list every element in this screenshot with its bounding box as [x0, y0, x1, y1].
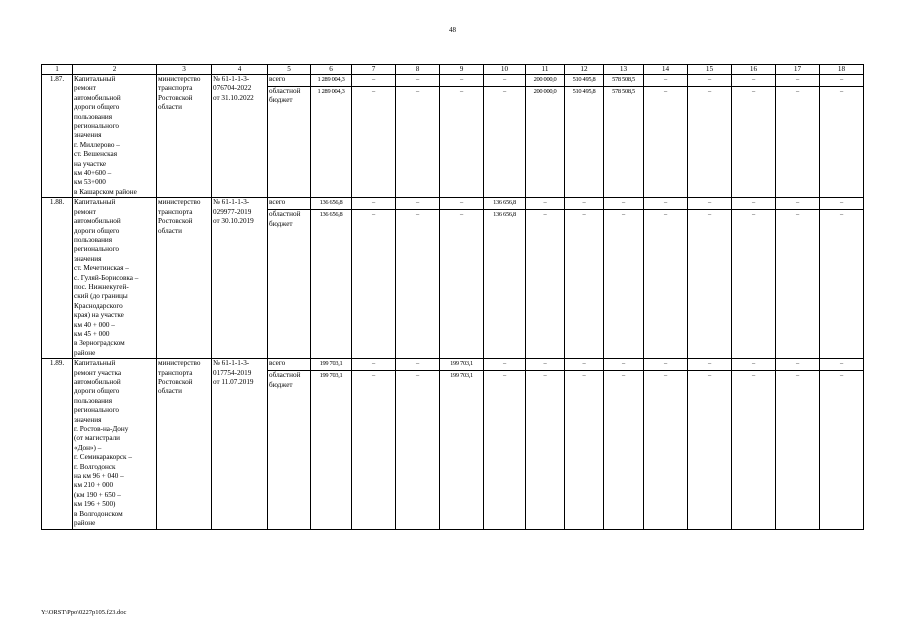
amount-total: – [752, 199, 755, 207]
ministry-line: министерство [158, 359, 201, 368]
ministry-line: Ростовской [158, 93, 193, 102]
amount-total: – [543, 360, 547, 368]
amount-total: 578 508,5 [612, 76, 635, 83]
amount-total: – [372, 360, 375, 368]
amount-regional-budget: – [460, 88, 463, 95]
amount-cell-col-9 [440, 359, 484, 529]
object-name-line: пользования [74, 396, 113, 405]
funding-budget-label: областной [269, 371, 301, 380]
amount-regional-budget: – [752, 211, 755, 219]
amount-regional-budget: 199 703,1 [319, 372, 343, 380]
responsible-ministry [157, 359, 212, 529]
column-header-9: 9 [440, 65, 484, 75]
amount-cell-col-11 [526, 359, 565, 529]
expertise-document [212, 359, 268, 529]
amount-cell-col-17 [776, 359, 820, 529]
object-name-line: автомобильной [74, 378, 121, 386]
ministry-line: министерство [158, 198, 201, 207]
document-line: 076704-2022 [213, 84, 252, 93]
amount-cell-col-13 [604, 75, 644, 198]
object-name-line: ремонт участка [74, 368, 122, 377]
amount-total: – [416, 199, 419, 207]
column-header-3: 3 [157, 65, 212, 75]
amount-regional-budget: – [840, 372, 843, 380]
object-name-line: на участке [74, 159, 107, 168]
object-name-line: на км 96 + 040 – [74, 472, 124, 481]
object-name-line: регионального [74, 122, 119, 131]
column-header-2: 2 [73, 65, 157, 75]
amount-total: – [372, 76, 375, 83]
object-name-line: значения [74, 415, 102, 424]
funding-budget-label: бюджет [269, 219, 293, 228]
document-line: № 61-1-1-3- [213, 359, 250, 368]
amount-regional-budget: – [582, 211, 586, 219]
table-row [42, 75, 864, 198]
column-header-6: 6 [311, 65, 352, 75]
amount-cell-col-16 [732, 359, 776, 529]
amount-regional-budget: – [543, 211, 547, 219]
amount-cell-col-9 [440, 198, 484, 359]
funding-budget-label: бюджет [269, 380, 293, 389]
object-name-line: Краснодарского [74, 301, 123, 310]
amount-regional-budget: – [622, 372, 625, 380]
amount-regional-budget: – [840, 88, 843, 95]
object-name-line: дороги общего [74, 226, 120, 235]
object-name-line: значения [74, 131, 102, 140]
document-line: № 61-1-1-3- [213, 198, 250, 207]
amount-total: – [840, 199, 843, 207]
object-name-line: районе [74, 348, 96, 357]
column-header-8: 8 [396, 65, 440, 75]
funding-source [268, 359, 311, 529]
ministry-line: Ростовской [158, 378, 193, 386]
amount-regional-budget: 200 000,0 [533, 88, 557, 95]
column-header-15: 15 [688, 65, 732, 75]
amount-total: – [664, 199, 667, 207]
amount-cell-col-6 [311, 75, 352, 198]
funding-source [268, 198, 311, 359]
amount-total: – [752, 360, 755, 368]
object-name-line: регионального [74, 245, 119, 254]
object-name [73, 359, 157, 529]
object-name-line: (от магистрали [74, 434, 121, 443]
amount-regional-budget: – [416, 88, 419, 95]
object-name-line: км 40+600 – [74, 169, 112, 178]
amount-total: – [622, 360, 625, 368]
amount-cell-col-8 [396, 75, 440, 198]
amount-regional-budget: – [503, 88, 506, 95]
amount-cell-col-16 [732, 75, 776, 198]
column-header-16: 16 [732, 65, 776, 75]
amount-regional-budget: – [708, 211, 711, 219]
amount-total: – [796, 199, 799, 207]
amount-regional-budget: – [796, 211, 799, 219]
amount-regional-budget: – [460, 211, 463, 219]
expertise-document [212, 198, 268, 359]
expertise-document [212, 75, 268, 198]
amount-regional-budget: – [664, 211, 667, 219]
amount-total: 199 703,1 [450, 360, 473, 368]
amount-total: – [796, 360, 799, 368]
amount-regional-budget: – [372, 372, 375, 380]
row-number: 1.88. [42, 198, 73, 359]
object-name-line: г. Волгодонск [74, 462, 116, 471]
amount-total: 1 289 004,3 [317, 76, 345, 83]
object-name-line: пользования [74, 235, 113, 244]
amount-cell-col-7 [352, 75, 396, 198]
document-line: от 31.10.2022 [213, 93, 254, 102]
object-name-line: в Кашарском районе [74, 187, 137, 196]
amount-cell-col-8 [396, 198, 440, 359]
amount-cell-col-14 [644, 359, 688, 529]
amount-regional-budget: – [664, 88, 667, 95]
amount-total: – [840, 360, 843, 368]
ministry-line: области [158, 226, 183, 235]
object-name-line: (км 190 + 650 – [74, 490, 121, 499]
amount-cell-col-10 [484, 359, 526, 529]
amount-total: – [416, 360, 419, 368]
ministry-line: транспорта [158, 84, 193, 93]
amount-total: – [503, 360, 506, 368]
amount-cell-col-9 [440, 75, 484, 198]
amount-regional-budget: – [582, 372, 586, 380]
amount-total: – [416, 76, 419, 83]
funding-budget-label: областной [269, 87, 301, 95]
amount-cell-col-10 [484, 198, 526, 359]
footer-file-path: Y:\ORST\Ppo\0227p105.f23.doc [41, 609, 127, 616]
amount-total: – [622, 199, 625, 207]
column-header-11: 11 [526, 65, 565, 75]
amount-regional-budget: – [840, 211, 843, 219]
amount-cell-col-6 [311, 198, 352, 359]
amount-total: – [372, 199, 375, 207]
amount-total: – [543, 199, 547, 207]
amount-cell-col-14 [644, 75, 688, 198]
amount-total: 510 495,8 [572, 76, 596, 83]
amount-cell-col-11 [526, 75, 565, 198]
amount-total: 199 703,1 [319, 360, 343, 368]
object-name-line: ремонт [74, 84, 96, 93]
document-line: № 61-1-1-3- [213, 75, 250, 83]
object-name-line: ст. Вешенская [74, 150, 118, 159]
ministry-line: области [158, 103, 183, 112]
amount-cell-col-8 [396, 359, 440, 529]
ministry-line: Ростовской [158, 217, 193, 226]
amount-regional-budget: – [796, 372, 799, 380]
responsible-ministry [157, 198, 212, 359]
amount-cell-col-12 [565, 359, 604, 529]
page-number: 48 [449, 26, 456, 34]
amount-regional-budget: – [372, 88, 375, 95]
object-name-line: г. Ростов-на-Дону [74, 425, 129, 434]
amount-total: – [708, 360, 711, 368]
amount-regional-budget: – [708, 372, 711, 380]
amount-regional-budget: – [543, 372, 547, 380]
amount-total: – [664, 76, 667, 83]
amount-total: – [582, 360, 586, 368]
amount-regional-budget: – [622, 211, 625, 219]
object-name-line: ский (до границы [74, 292, 128, 301]
amount-cell-col-15 [688, 198, 732, 359]
object-name-line: ремонт [74, 207, 96, 216]
row-number: 1.87. [42, 75, 73, 198]
table-row [42, 359, 864, 529]
object-name-line: г. Семикаракорск – [74, 453, 132, 462]
document-line: 029977-2019 [213, 207, 252, 216]
object-name-line: автомобильной [74, 93, 121, 102]
object-name-line: Капитальный [74, 359, 116, 368]
amount-cell-col-18 [820, 75, 864, 198]
ministry-line: министерство [158, 75, 201, 83]
amount-total: – [582, 199, 586, 207]
amount-cell-col-11 [526, 198, 565, 359]
object-name-line: км 196 + 500) [74, 500, 116, 509]
amount-cell-col-6 [311, 359, 352, 529]
object-name-line: районе [74, 519, 96, 528]
funding-total-label: всего [269, 198, 286, 207]
object-name-line: км 210 + 000 [74, 481, 114, 490]
amount-cell-col-14 [644, 198, 688, 359]
amount-regional-budget: – [796, 88, 799, 95]
amount-cell-col-12 [565, 75, 604, 198]
object-name-line: г. Миллерово – [74, 140, 120, 149]
amount-cell-col-17 [776, 198, 820, 359]
amount-cell-col-15 [688, 359, 732, 529]
object-name-line: км 45 + 000 [74, 329, 110, 338]
object-name-line: в Волгодонском [74, 509, 123, 518]
amount-total: – [708, 199, 711, 207]
amount-cell-col-7 [352, 198, 396, 359]
column-header-5: 5 [268, 65, 311, 75]
amount-regional-budget: – [664, 372, 667, 380]
object-name [73, 75, 157, 198]
table-row [42, 198, 864, 359]
amount-total: – [460, 199, 463, 207]
funding-total-label: всего [269, 359, 286, 368]
amount-regional-budget: – [752, 372, 755, 380]
amount-cell-col-16 [732, 198, 776, 359]
amount-cell-col-18 [820, 359, 864, 529]
amount-total: – [664, 360, 667, 368]
object-name-line: дороги общего [74, 387, 120, 396]
ministry-line: области [158, 387, 183, 396]
responsible-ministry [157, 75, 212, 198]
column-header-4: 4 [212, 65, 268, 75]
object-name-line: пос. Нижнекугей- [74, 282, 129, 291]
amount-regional-budget: 510 495,8 [572, 88, 596, 95]
column-header-14: 14 [644, 65, 688, 75]
column-header-1: 1 [42, 65, 73, 75]
amount-cell-col-13 [604, 359, 644, 529]
row-number: 1.89. [42, 359, 73, 529]
amount-regional-budget: 136 656,8 [493, 211, 516, 219]
budget-table [41, 64, 864, 530]
amount-total: – [503, 76, 506, 83]
object-name-line: Капитальный [74, 198, 116, 207]
object-name-line: автомобильной [74, 217, 121, 226]
amount-regional-budget: – [752, 88, 755, 95]
amount-regional-budget: – [708, 88, 711, 95]
object-name-line: пользования [74, 112, 113, 121]
amount-cell-col-12 [565, 198, 604, 359]
object-name-line: края) на участке [74, 311, 124, 320]
amount-total: – [752, 76, 755, 83]
object-name-line: км 40 + 000 – [74, 320, 115, 329]
object-name-line: Капитальный [74, 75, 116, 83]
object-name-line: регионального [74, 406, 119, 415]
amount-cell-col-17 [776, 75, 820, 198]
amount-total: – [708, 76, 711, 83]
amount-cell-col-13 [604, 198, 644, 359]
amount-cell-col-10 [484, 75, 526, 198]
object-name-line: «Дон») – [74, 443, 102, 452]
header-row [42, 65, 864, 75]
amount-total: – [460, 76, 463, 83]
funding-total-label: всего [269, 75, 286, 83]
object-name-line: с. Гуляй-Борисовка – [74, 273, 139, 282]
funding-budget-label: бюджет [269, 96, 293, 105]
column-header-10: 10 [484, 65, 526, 75]
amount-regional-budget: – [416, 372, 419, 380]
object-name-line: ст. Мечетинская – [74, 264, 129, 273]
amount-regional-budget: 578 508,5 [612, 88, 635, 95]
object-name-line: дороги общего [74, 103, 120, 112]
amount-cell-col-15 [688, 75, 732, 198]
funding-source [268, 75, 311, 198]
amount-total: 200 000,0 [533, 76, 557, 83]
column-header-12: 12 [565, 65, 604, 75]
amount-regional-budget: 199 703,1 [450, 372, 473, 380]
amount-total: 136 656,8 [319, 199, 343, 207]
object-name-line: значения [74, 254, 102, 263]
document-line: 017754-2019 [213, 368, 252, 377]
ministry-line: транспорта [158, 368, 193, 377]
object-name [73, 198, 157, 359]
column-header-18: 18 [820, 65, 864, 75]
column-header-17: 17 [776, 65, 820, 75]
object-name-line: км 53+000 [74, 178, 106, 187]
amount-cell-col-18 [820, 198, 864, 359]
amount-total: 136 656,8 [493, 199, 516, 207]
document-line: от 30.10.2019 [213, 217, 254, 226]
column-header-7: 7 [352, 65, 396, 75]
document-line: от 11.07.2019 [213, 378, 254, 386]
amount-total: – [796, 76, 799, 83]
amount-regional-budget: – [372, 211, 375, 219]
funding-budget-label: областной [269, 210, 301, 219]
amount-regional-budget: 136 656,8 [319, 211, 343, 219]
amount-cell-col-7 [352, 359, 396, 529]
ministry-line: транспорта [158, 207, 193, 216]
amount-regional-budget: 1 289 004,3 [317, 88, 345, 95]
amount-regional-budget: – [503, 372, 506, 380]
amount-regional-budget: – [416, 211, 419, 219]
object-name-line: в Зерноградском [74, 339, 125, 348]
column-header-13: 13 [604, 65, 644, 75]
amount-total: – [840, 76, 843, 83]
